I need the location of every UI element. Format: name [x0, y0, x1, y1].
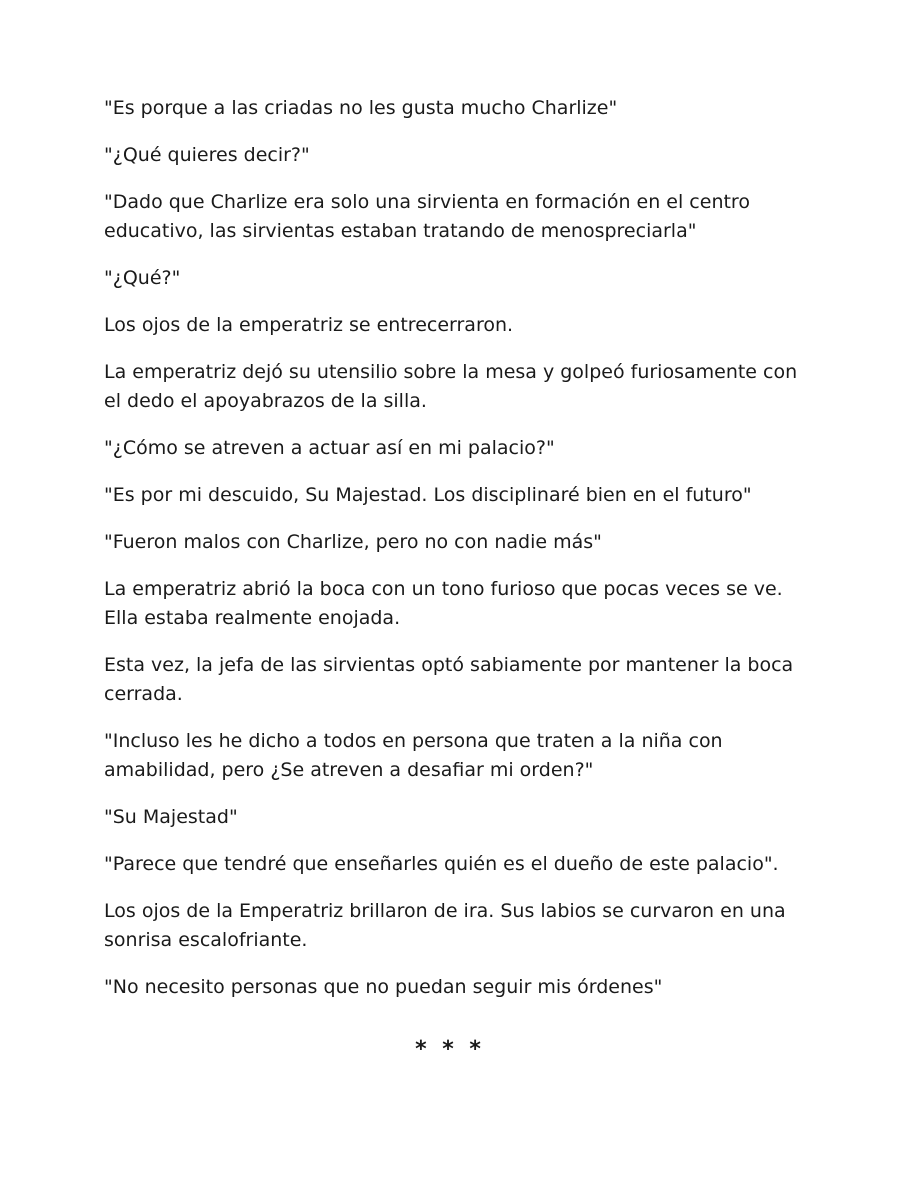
paragraph: La emperatriz dejó su utensilio sobre la mesa y golpeó furiosamente con el dedo el apoyabrazos de la silla. [104, 361, 798, 412]
paragraph: "Fueron malos con Charlize, pero no con nadie más" [104, 531, 602, 553]
paragraph: La emperatriz abrió la boca con un tono furioso que pocas veces se ve. Ella estaba realmente enojada. [104, 578, 783, 629]
paragraph: "Su Majestad" [104, 806, 238, 828]
paragraph: "Es por mi descuido, Su Majestad. Los disciplinaré bien en el futuro" [104, 484, 752, 506]
paragraph: "¿Qué?" [104, 267, 181, 289]
paragraph: "¿Qué quieres decir?" [104, 144, 310, 166]
paragraph: "Parece que tendré que enseñarles quién es el dueño de este palacio". [104, 853, 779, 875]
paragraph: "¿Cómo se atreven a actuar así en mi palacio?" [104, 437, 555, 459]
paragraph: Los ojos de la Emperatriz brillaron de ira. Sus labios se curvaron en una sonrisa escalofriante. [104, 900, 786, 951]
document-body [104, 94, 804, 1020]
paragraph: "No necesito personas que no puedan seguir mis órdenes" [104, 976, 663, 998]
paragraph: Esta vez, la jefa de las sirvientas optó sabiamente por mantener la boca cerrada. [104, 654, 794, 705]
paragraph: "Dado que Charlize era solo una sirvienta en formación en el centro educativo, las sirvientas estaban tratando de menospreciarla" [104, 191, 750, 242]
paragraph: Los ojos de la emperatriz se entrecerraron. [104, 314, 514, 336]
scene-separator: * * * [415, 1037, 485, 1062]
paragraph: "Es porque a las criadas no les gusta mucho Charlize" [104, 97, 618, 119]
paragraph: "Incluso les he dicho a todos en persona que traten a la niña con amabilidad, pero ¿Se atreven a desafiar mi orden?" [104, 730, 723, 781]
